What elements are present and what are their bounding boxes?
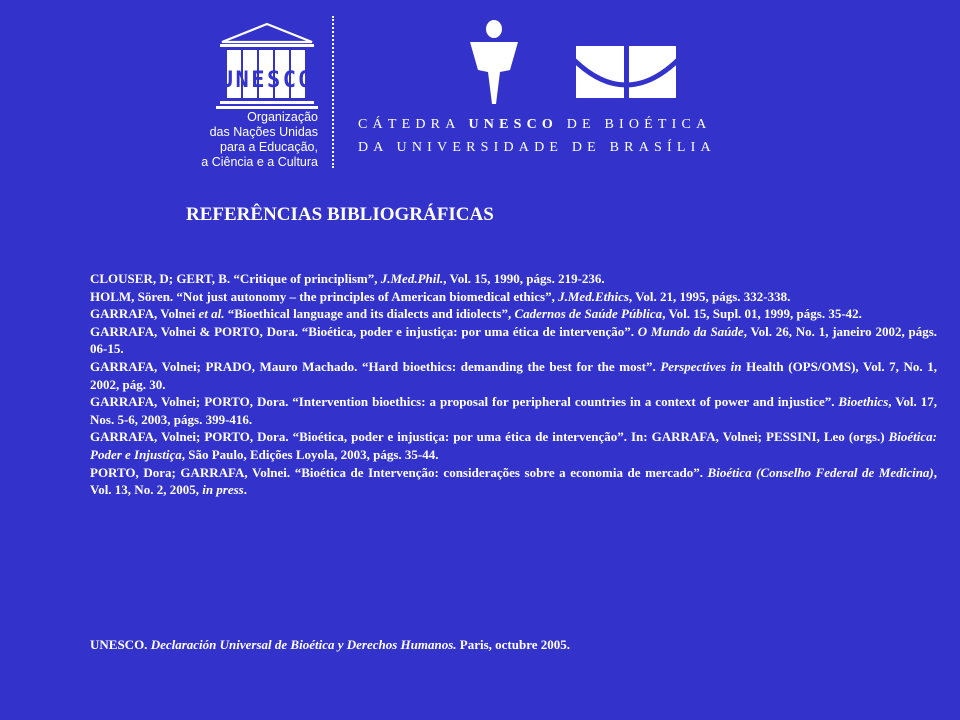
reference-text: “Bioethical language and its dialects and idiolects”, — [224, 306, 515, 322]
reference-text: , São Paulo, Edições Loyola, 2003, págs. 35-44. — [181, 446, 439, 462]
unesco-logo-icon — [214, 22, 320, 110]
reference-entry — [90, 305, 937, 323]
reference-italic-text: O Mundo da Saúde — [637, 323, 744, 339]
reference-list — [90, 270, 938, 652]
reference-text: GARRAFA, Volnei; PORTO, Dora. “Bioética, poder e injustiça: por uma ética de intervenção”. In: GARRAFA, Volnei; PESSINI, Leo (orgs.) — [90, 429, 889, 445]
human-figure-logo-icon — [466, 20, 522, 106]
reference-italic-text: in press — [202, 482, 244, 498]
catedra-unesco: UNESCO — [468, 117, 558, 132]
reference-text: UNESCO. — [90, 637, 151, 652]
reference-entry — [90, 270, 937, 288]
reference-entry — [90, 393, 937, 428]
reference-italic-text: Bioethics — [838, 394, 889, 410]
page-title: REFERÊNCIAS BIBLIOGRÁFICAS — [186, 204, 494, 225]
reference-text: , Vol. 15, Supl. 01, 1999, págs. 35-42. — [662, 306, 862, 322]
catedra-line-1 — [358, 117, 711, 133]
unesco-org-line: para a Educação, — [220, 140, 318, 154]
reference-entry — [90, 323, 937, 358]
reference-entry — [90, 464, 937, 499]
catedra-prefix: CÁTEDRA — [358, 117, 460, 132]
reference-italic-text: Cadernos de Saúde Pública — [514, 306, 663, 322]
reference-text: , Vol. 15, 1990, págs. 219-236. — [443, 271, 605, 286]
reference-text: HOLM, Sören. “Not just autonomy – the principles of American biomedical ethics”, — [90, 288, 559, 304]
reference-text: GARRAFA, Volnei & PORTO, Dora. “Bioética, poder e injustiça: por uma ética de intervenção”. — [90, 323, 638, 339]
reference-text: PORTO, Dora; GARRAFA, Volnei. “Bioética de Intervenção: considerações sobre a economia de mercado”. — [90, 464, 708, 480]
reference-text: , Vol. 26, No. 1, janeiro 2002, págs. 06-15. — [90, 323, 937, 357]
unesco-organization-name — [190, 110, 318, 170]
reference-text: GARRAFA, Volnei — [90, 306, 199, 322]
catedra-line-2: DA UNIVERSIDADE DE BRASÍLIA — [358, 140, 716, 155]
reference-entries — [90, 270, 937, 499]
reference-entry-unesco — [90, 636, 937, 654]
reference-italic-text: Bioética: Poder e Injustiça — [90, 429, 937, 462]
unesco-logo-text: UNESCO — [219, 68, 315, 93]
reference-text: , Vol. 17, Nos. 5-6, 2003, págs. 399-416. — [90, 394, 937, 427]
reference-text: GARRAFA, Volnei; PORTO, Dora. “Intervention bioethics: a proposal for peripheral countries in a context of power and injustice”. — [90, 394, 839, 410]
reference-text: CLOUSER, D; GERT, B. “Critique of principlism”, — [90, 271, 381, 286]
reference-text: Health (OPS/OMS), Vol. 7, No. 1, 2002, pág. 30. — [90, 358, 937, 392]
reference-italic-text: J.Med.Ethics — [558, 288, 629, 304]
unesco-org-line: a Ciência e a Cultura — [201, 155, 318, 169]
reference-text: , Vol. 13, No. 2, 2005, — [90, 464, 938, 498]
reference-text: GARRAFA, Volnei; PRADO, Mauro Machado. “Hard bioethics: demanding the best for the most”. — [90, 358, 661, 374]
reference-italic-text: Declaración Universal de Bioética y Derechos Humanos. — [150, 637, 457, 652]
unesco-org-line: das Nações Unidas — [209, 125, 318, 139]
catedra-suffix: DE BIOÉTICA — [566, 117, 712, 132]
reference-entry — [90, 358, 937, 393]
reference-text: , Vol. 21, 1995, págs. 332-338. — [628, 288, 791, 304]
unb-logo-icon — [576, 46, 676, 98]
reference-italic-text: Perspectives in — [660, 358, 742, 374]
reference-entry — [90, 288, 937, 306]
reference-text: Paris, octubre 2005. — [456, 637, 571, 652]
header-divider — [332, 16, 334, 168]
reference-text: . — [243, 482, 247, 498]
reference-entry — [90, 428, 937, 463]
reference-italic-text: J.Med.Phil. — [380, 271, 444, 286]
reference-italic-text: et al. — [198, 306, 225, 322]
unesco-org-line: Organização — [247, 110, 318, 124]
reference-italic-text: Bioética (Conselho Federal de Medicina) — [707, 464, 934, 480]
